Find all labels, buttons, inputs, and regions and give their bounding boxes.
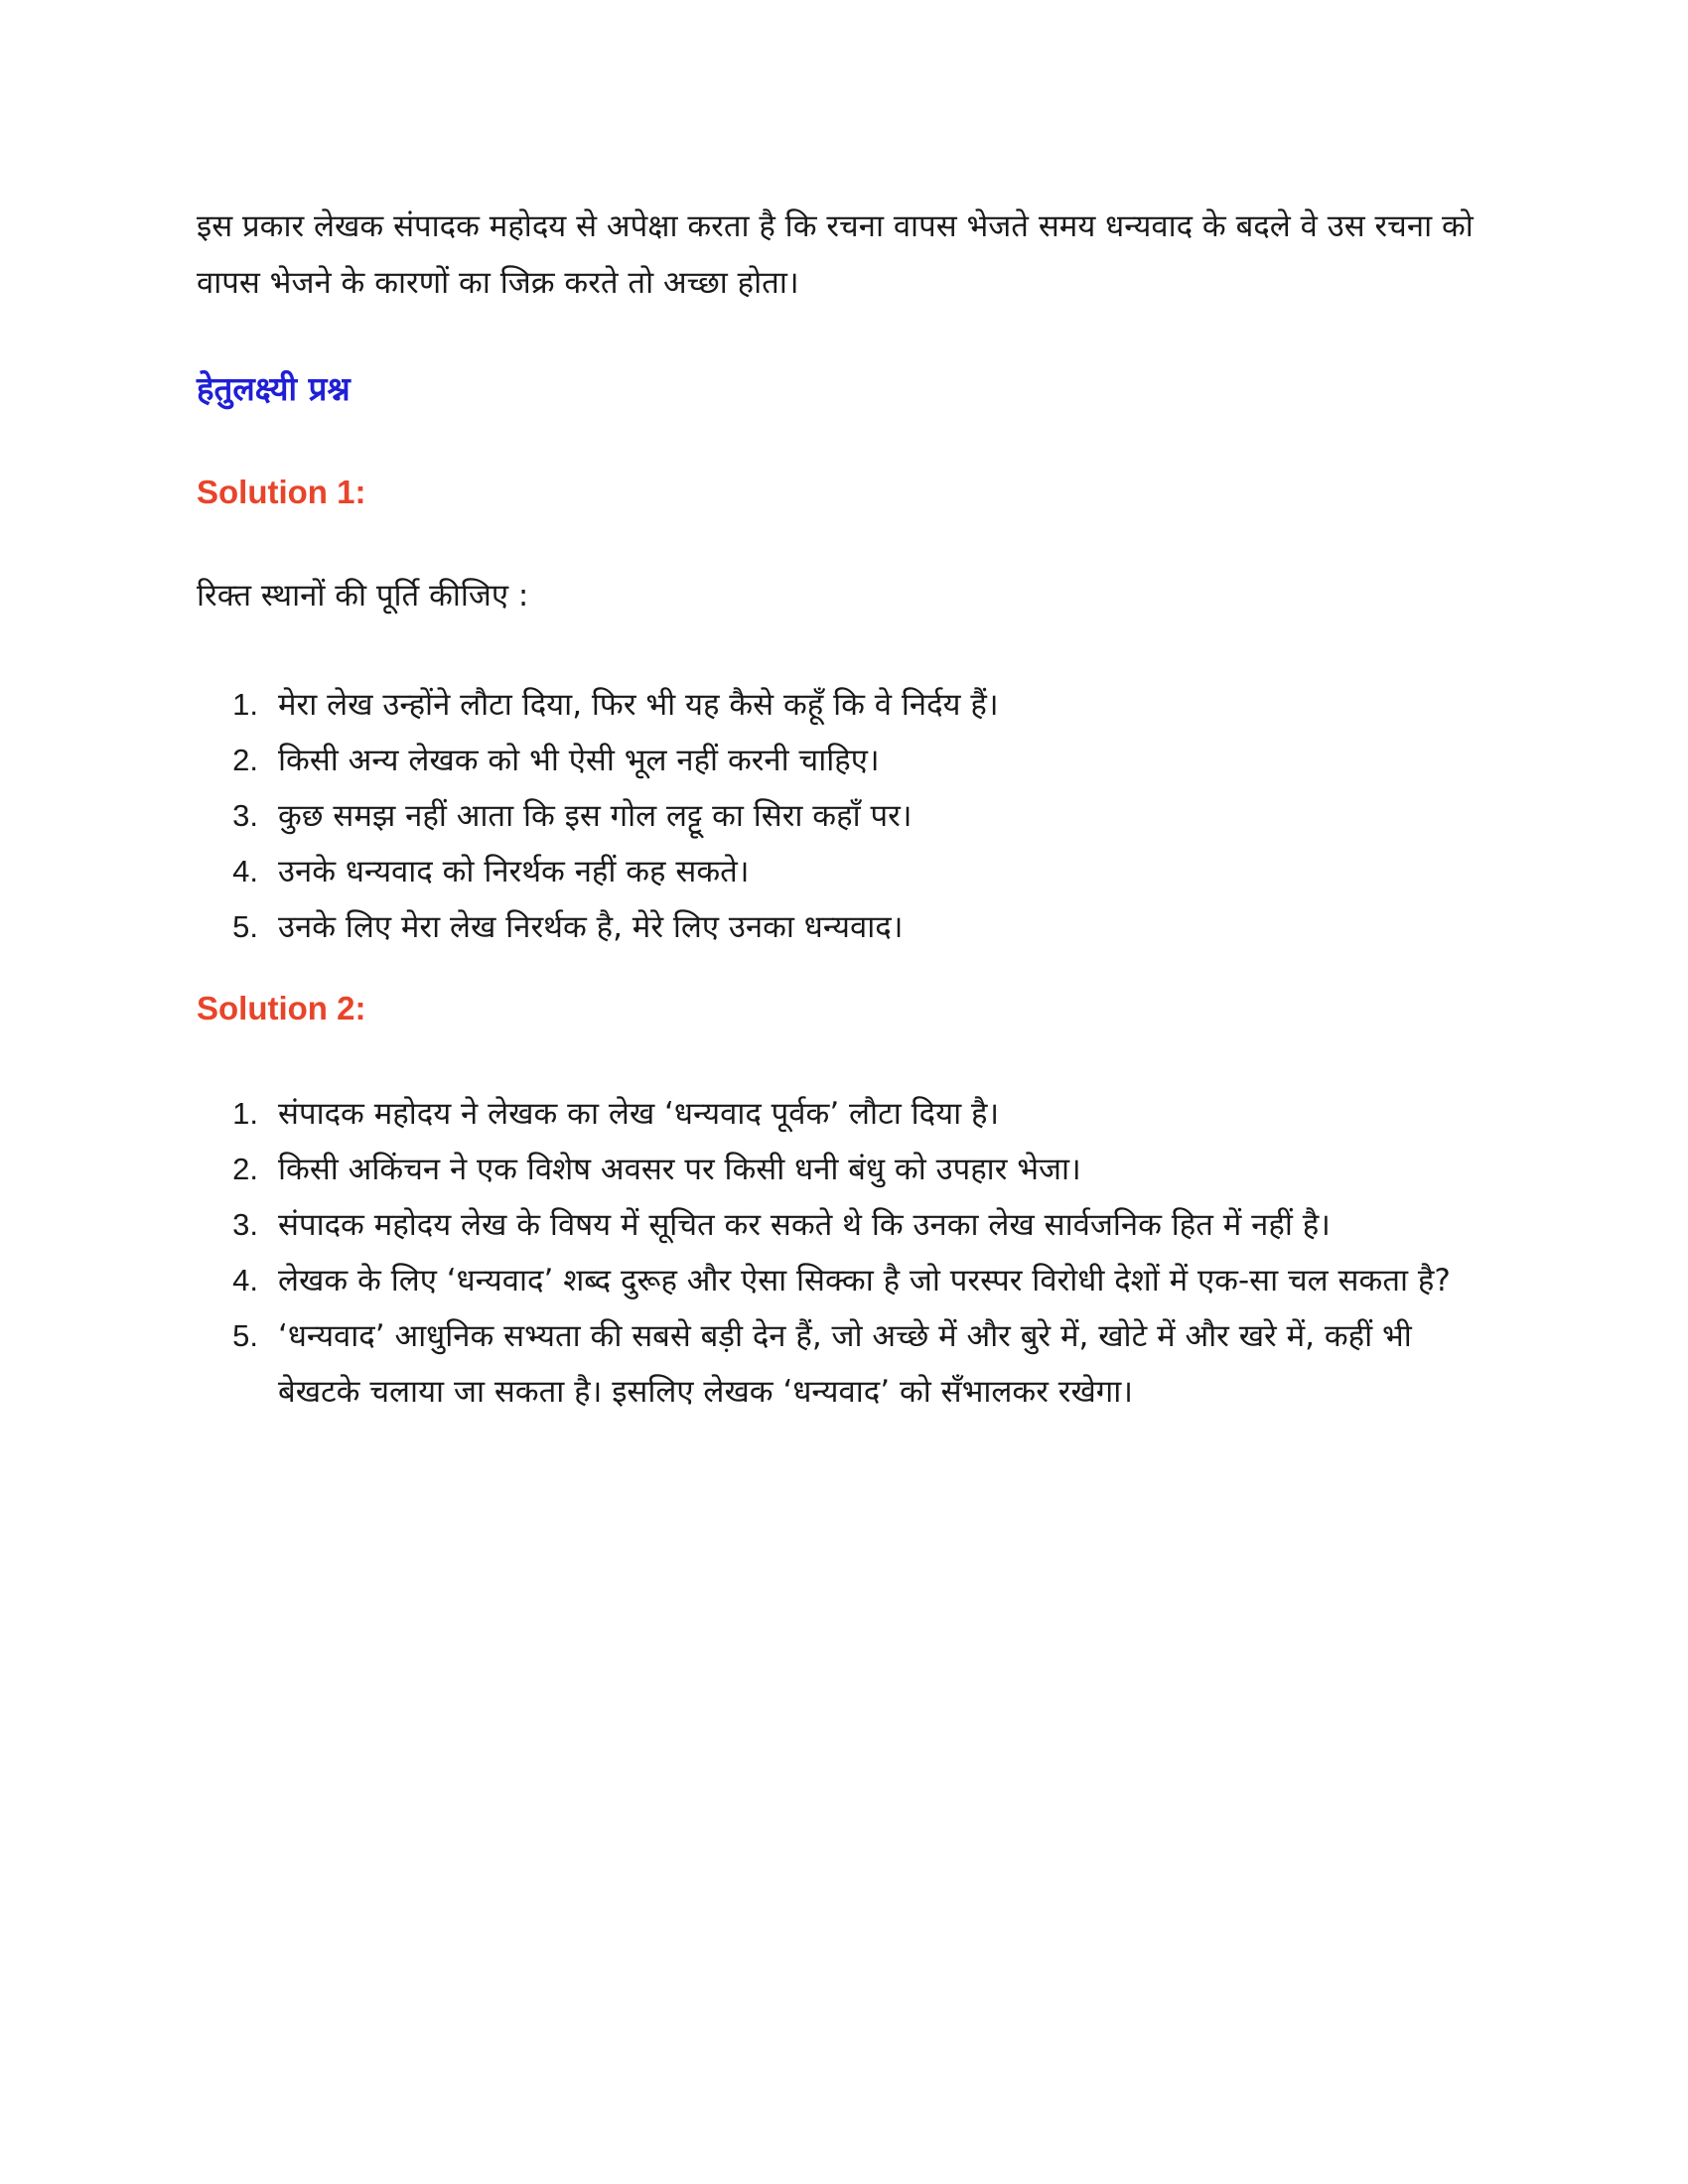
list-item: [197, 1086, 1497, 1142]
list-item: [197, 1253, 1497, 1308]
item-text: उनके धन्यवाद को निरर्थक नहीं कह सकते।: [278, 854, 750, 889]
solution-2-list: [197, 1086, 1497, 1420]
fill-in-blanks-prompt: रिक्त स्थानों की पूर्ति कीजिए :: [197, 578, 529, 614]
item-text: किसी अकिंचन ने एक विशेष अवसर पर किसी धनी बंधु को उपहार भेजा।: [278, 1152, 1081, 1187]
item-number: 3.: [232, 1207, 258, 1242]
solution-2-heading: Solution 2:: [197, 990, 366, 1026]
item-number: 2.: [232, 1152, 258, 1186]
list-item: [197, 1308, 1497, 1420]
item-number: 1.: [232, 1096, 258, 1131]
list-item: [197, 899, 1497, 955]
intro-paragraph: इस प्रकार लेखक संपादक महोदय से अपेक्षा करता है कि रचना वापस भेजते समय धन्यवाद के बदले वे उस रचना को वापस भेजने के कारणों का जिक्र करते तो अच्छा होता।: [197, 208, 1474, 301]
item-text: लेखक के लिए ‘धन्यवाद’ शब्द दुरूह और ऐसा सिक्का है जो परस्पर विरोधी देशों में एक-सा चल सकता है?: [278, 1263, 1451, 1298]
item-text: संपादक महोदय ने लेखक का लेख ‘धन्यवाद पूर्वक’ लौटा दिया है।: [278, 1096, 1000, 1132]
item-number: 4.: [232, 854, 258, 888]
item-text: किसी अन्य लेखक को भी ऐसी भूल नहीं करनी चाहिए।: [278, 743, 880, 778]
item-number: 5.: [232, 1318, 258, 1353]
item-number: 2.: [232, 743, 258, 777]
item-text: ‘धन्यवाद’ आधुनिक सभ्यता की सबसे बड़ी देन हैं, जो अच्छे में और बुरे में, खोटे में और खरे में, कहीं भी बेखटके चलाया जा सकता है। इसलिए लेखक ‘धन्यवाद’ को सँभालकर रखेगा।: [278, 1318, 1412, 1410]
item-text: मेरा लेख उन्होंने लौटा दिया, फिर भी यह कैसे कहूँ कि वे निर्दय हैं।: [278, 687, 999, 723]
list-item: [197, 1142, 1497, 1197]
item-text: कुछ समझ नहीं आता कि इस गोल लट्टू का सिरा कहाँ पर।: [278, 798, 913, 834]
list-item: [197, 677, 1497, 733]
item-text: उनके लिए मेरा लेख निरर्थक है, मेरे लिए उनका धन्यवाद।: [278, 909, 904, 945]
document-page: [197, 199, 1507, 1410]
item-number: 5.: [232, 909, 258, 944]
solution-1-heading: Solution 1:: [197, 474, 366, 510]
list-item: [197, 733, 1497, 788]
item-text: संपादक महोदय लेख के विषय में सूचित कर सकते थे कि उनका लेख सार्वजनिक हित में नहीं है।: [278, 1207, 1331, 1243]
item-number: 4.: [232, 1263, 258, 1297]
list-item: [197, 788, 1497, 844]
solution-1-list: [197, 677, 1497, 955]
item-number: 3.: [232, 798, 258, 833]
item-number: 1.: [232, 687, 258, 722]
list-item: [197, 844, 1497, 899]
list-item: [197, 1197, 1497, 1253]
section-heading: हेतुलक्ष्यी प्रश्न: [197, 369, 351, 408]
